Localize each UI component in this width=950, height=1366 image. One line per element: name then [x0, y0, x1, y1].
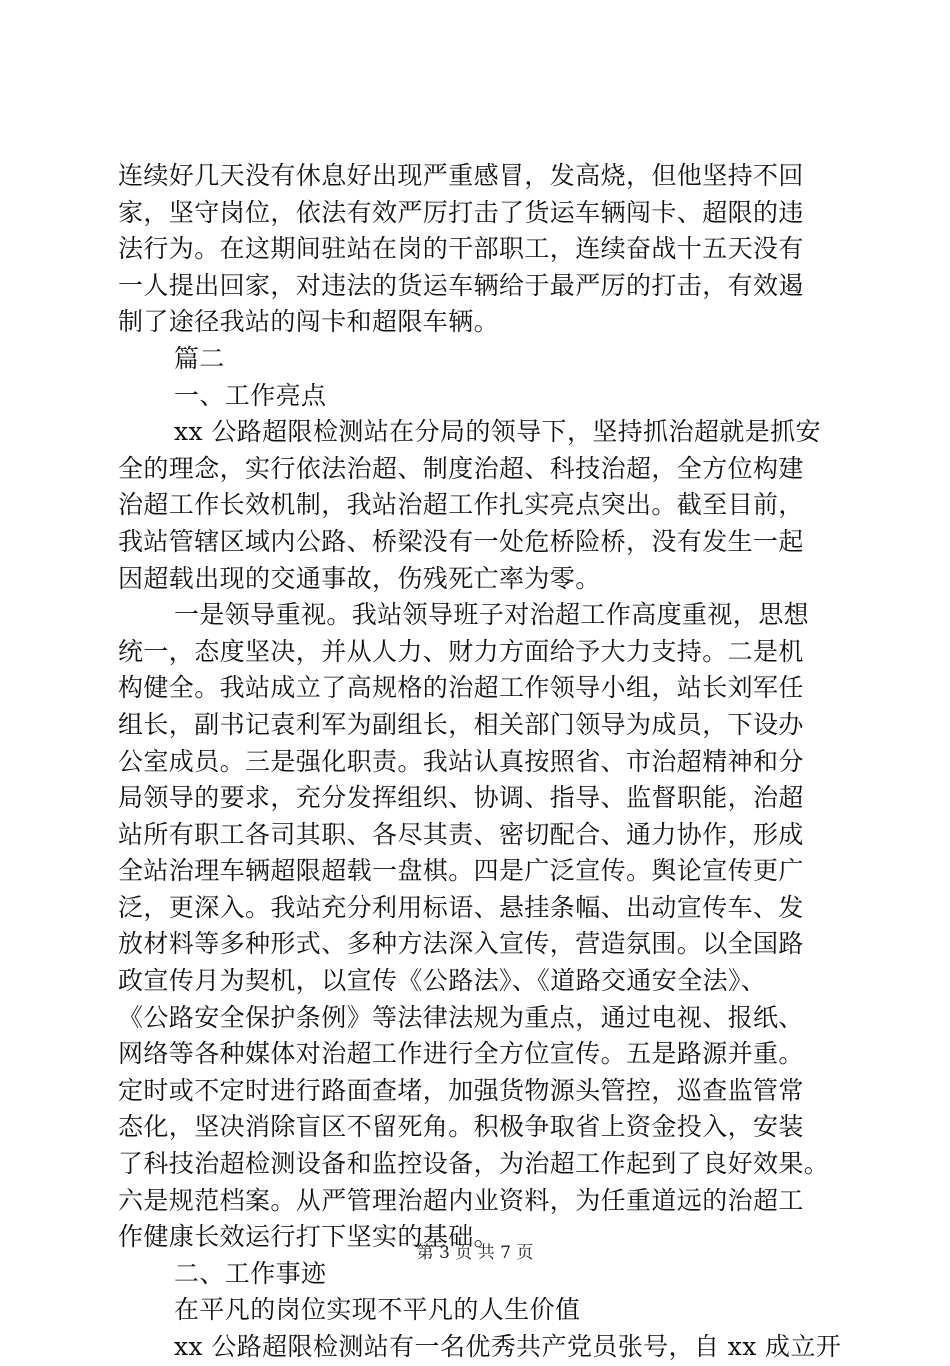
text-line: 治超工作长效机制，我站治超工作扎实亮点突出。截至目前， [118, 490, 804, 520]
text-line: 作健康长效运行打下坚实的基础。 [118, 1222, 500, 1252]
text-line: 态化，坚决消除盲区不留死角。积极争取省上资金投入，安装 [118, 1112, 804, 1142]
text-line: 六是规范档案。从严管理治超内业资料，为任重道远的治超工 [118, 1185, 804, 1215]
text-line: 全的理念，实行依法治超、制度治超、科技治超，全方位构建 [118, 453, 804, 483]
text-line: 制了途径我站的闯卡和超限车辆。 [118, 307, 500, 337]
paragraph-first-line: 一是领导重视。我站领导班子对治超工作高度重视，思想 [174, 600, 810, 630]
text-line: 站所有职工各司其职、各尽其责、密切配合、通力协作，形成 [118, 819, 804, 849]
text-line: 政宣传月为契机，以宣传《公路法》、《道路交通安全法》、 [118, 966, 767, 996]
text-line: 放材料等多种形式、多种方法深入宣传，营造氛围。以全国路 [118, 929, 804, 959]
document-body [118, 158, 842, 1366]
text-line: 法行为。在这期间驻站在岗的干部职工，连续奋战十五天没有 [118, 234, 804, 264]
paragraph-first-line: xx 公路超限检测站有一名优秀共产党员张号，自 xx 成立开 [174, 1332, 842, 1361]
text-line: 了科技治超检测设备和监控设备，为治超工作起到了良好效果。 [118, 1149, 830, 1179]
text-line: 一人提出回家，对违法的货运车辆给于最严厉的打击，有效遏 [118, 270, 804, 300]
page-number-footer: 第 3 页 共 7 页 [416, 1243, 534, 1263]
subsection-title: 在平凡的岗位实现不平凡的人生价值 [174, 1295, 581, 1325]
text-line: 网络等各种媒体对治超工作进行全方位宣传。五是路源并重。 [118, 1039, 804, 1069]
text-line: 《公路安全保护条例》等法律法规为重点，通过电视、报纸、 [118, 1002, 804, 1032]
text-line: 组长，副书记袁利军为副组长，相关部门领导为成员，下设办 [118, 709, 804, 739]
text-line: 泛，更深入。我站充分利用标语、悬挂条幅、出动宣传车、发 [118, 892, 804, 922]
text-line: 连续好几天没有休息好出现严重感冒，发高烧，但他坚持不回 [118, 161, 804, 190]
section-heading: 二、工作事迹 [174, 1258, 327, 1288]
text-line: 我站管辖区域内公路、桥梁没有一处危桥险桥，没有发生一起 [118, 526, 804, 556]
paragraph-first-line: xx 公路超限检测站在分局的领导下，坚持抓治超就是抓安 [174, 417, 821, 447]
section-heading: 一、工作亮点 [174, 380, 327, 410]
text-line: 定时或不定时进行路面查堵，加强货物源头管控，巡查监管常 [118, 1075, 804, 1105]
text-line: 局领导的要求，充分发挥组织、协调、指导、监督职能，治超 [118, 783, 804, 813]
section-heading: 篇二 [174, 343, 225, 373]
text-line: 公室成员。三是强化职责。我站认真按照省、市治超精神和分 [118, 746, 804, 776]
text-line: 统一，态度坚决，并从人力、财力方面给予大力支持。二是机 [118, 636, 804, 666]
text-line: 因超载出现的交通事故，伤残死亡率为零。 [118, 563, 601, 593]
text-line: 家，坚守岗位，依法有效严厉打击了货运车辆闯卡、超限的违 [118, 197, 804, 227]
text-line: 全站治理车辆超限超载一盘棋。四是广泛宣传。舆论宣传更广 [118, 856, 804, 886]
text-line: 构健全。我站成立了高规格的治超工作领导小组，站长刘军任 [118, 673, 804, 703]
